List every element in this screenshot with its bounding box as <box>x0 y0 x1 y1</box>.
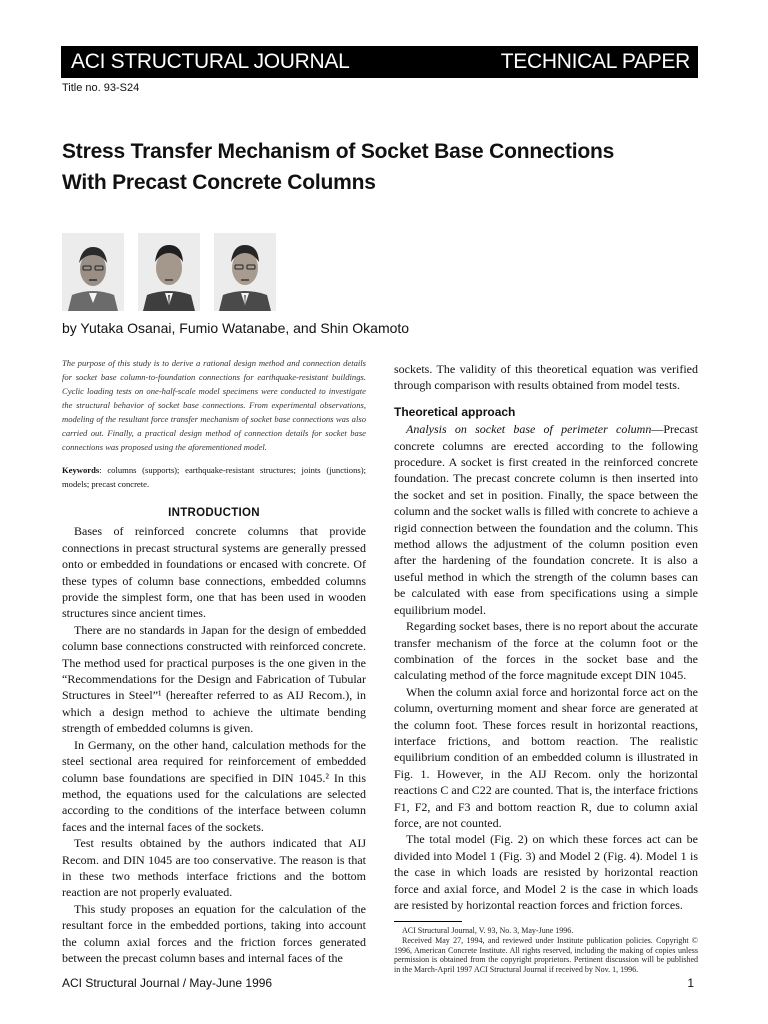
footnote-divider <box>394 921 462 922</box>
theoretical-approach-heading: Theoretical approach <box>394 404 516 419</box>
author-photo-osanai <box>62 233 124 311</box>
title-line-1: Stress Transfer Mechanism of Socket Base Connections <box>62 140 615 163</box>
theory-paragraph-3: When the column axial force and horizontal force act on the column, overturning moment and shear force are generated at the column foot. These forces result in horizontal reactions, interface frictions, and bottom reaction. The realistic equilibrium condition of an embedded column is illustrated in Fig. 1. However, in the AIJ Recom. only the horizontal reactions C and C22 are counted. That is, the interface frictions F1, F2, and F3 and bottom reaction R, due to column axial force, are not counted. <box>394 684 698 830</box>
footnote-copyright: Received May 27, 1994, and reviewed under Institute publication policies. Copyright © 1996, American Concrete Institute. All rights reserved, including the making of copies unless permission is obtained from the copyright proprietors. Pertinent discussion will be published in the March-April 1997 ACI Structural Journal if received by Nov. 1, 1996. <box>394 936 698 974</box>
abstract: The purpose of this study is to derive a rational design method and connection details for socket base column-to-foundation connections for earthquake-resistant buildings. Cyclic loading tests on one-half-scale model specimens were conducted to investigate the structural behavior of socket base connections. From experimental observations, modeling of the resultant force transfer mechanism of socket base connections was also carried out. Finally, a practical design method of connection details for socket base connections was proposed using the aforementioned model. <box>62 358 366 452</box>
journal-banner <box>61 46 698 78</box>
theory-paragraph-2: Regarding socket bases, there is no report about the accurate transfer mechanism of the force at the column foot or the combination of the forces in the socket base and the calculating method of the force magnitude except DIN 1045. <box>394 619 698 683</box>
theory-paragraph-1 <box>394 421 698 618</box>
page-title <box>62 136 702 198</box>
intro-paragraph-2: There are no standards in Japan for the design of embedded column base connections constructed with reinforced concrete. The method used for practical purposes is the one given in the “Recommendations for the Design and Fabrication of Tubular Structures in Steel”¹ (hereafter referred to as AIJ Recom.), in which a design method to achieve the ultimate bending strength of embedded columns is given. <box>62 622 366 736</box>
footer-journal: ACI Structural Journal / May-June 1996 <box>62 976 273 990</box>
keywords-text: : columns (supports); earthquake-resistant structures; joints (junctions); models; precast concrete. <box>62 465 366 489</box>
intro-paragraph-3: In Germany, on the other hand, calculation methods for the steel sectional area required for reinforcement of embedded column base foundations are specified in DIN 1045.² In this method, the equations used for the calculations are selected according to the conditions of the interface between column faces and the internal faces of the sockets. <box>62 737 366 834</box>
introduction-heading: INTRODUCTION <box>168 507 260 519</box>
title-number: Title no. 93-S24 <box>62 82 140 94</box>
keywords <box>62 463 366 491</box>
author-photo-watanabe <box>138 233 200 311</box>
author-photos <box>62 233 276 311</box>
footnote-citation: ACI Structural Journal, V. 93, No. 3, May-June 1996. <box>402 926 574 936</box>
theory-paragraph-4: The total model (Fig. 2) on which these forces act can be divided into Model 1 (Fig. 3) and Model 2 (Fig. 4). Model 1 is the case in which loads are resisted by horizontal reaction force and axial force, and Model 2 is the case in which loads are resisted by horizontal reaction forces and friction forces. <box>394 832 698 912</box>
journal-name: ACI STRUCTURAL JOURNAL <box>71 50 350 73</box>
page-number: 1 <box>687 976 694 990</box>
keywords-label: Keywords <box>62 465 100 475</box>
intro-continued: sockets. The validity of this theoretical equation was verified through comparison with results obtained from model tests. <box>394 362 698 393</box>
left-column <box>62 356 366 966</box>
author-photo-okamoto <box>214 233 276 311</box>
intro-paragraph-5: This study proposes an equation for the calculation of the resultant force in the embedded portions, taking into account the column axial forces and the friction forces generated between the precast column bases and internal faces of the <box>62 901 366 965</box>
byline: by Yutaka Osanai, Fumio Watanabe, and Shin Okamoto <box>62 320 410 336</box>
title-line-2: With Precast Concrete Columns <box>62 171 376 194</box>
intro-paragraph-4: Test results obtained by the authors indicated that AIJ Recom. and DIN 1045 are too conservative. The reason is that in these two methods interface frictions and the bottom reaction are not properly evaluated. <box>62 836 366 900</box>
theory-paragraph-1-text: —Precast concrete columns are erected according to the following procedure. A socket is first created in the reinforced concrete foundation. The precast concrete column is then inserted into the socket and set in position. Finally, the space between the column and the socket walls is filled with concrete to achieve a rigid connection between the foundation and the column. This method allows the adjustment of the column position even after the hardening of the foundation concrete. It is also a useful method in which the strength of the column bases can be calculated with ease from specifications using a simple equilibrium model. <box>394 422 698 617</box>
paper-type: TECHNICAL PAPER <box>500 50 690 73</box>
intro-paragraph-1: Bases of reinforced concrete columns that provide connections in precast structural systems are generally pressed onto or embedded in foundations or encased with concrete. Of these types of column base connections, embedded columns provide the simplest form, one that has been used in wooden structures since ancient times. <box>62 524 366 621</box>
right-column <box>394 361 698 974</box>
theory-run-in: Analysis on socket base of perimeter column <box>406 422 652 437</box>
